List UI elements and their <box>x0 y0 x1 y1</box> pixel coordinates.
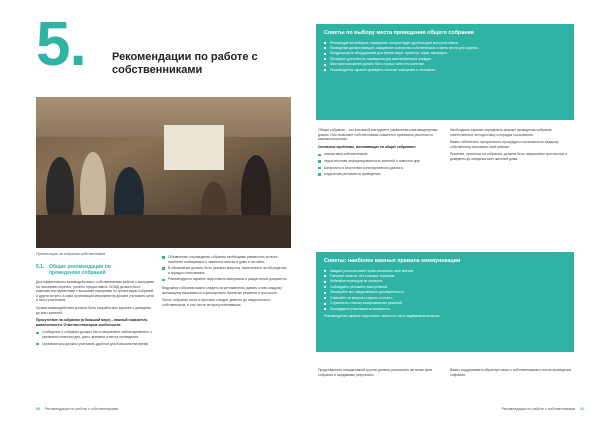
photo-caption: Презентация на собрании собственников <box>36 252 106 256</box>
tip-item: Отвечайте на вопросы открыто и честно. <box>324 296 566 300</box>
page-number: 50 <box>36 407 40 411</box>
paragraph: Для эффективного взаимодействия с собственниками работы с жильцами на основании перечня, ролей и предоставить ОСМД должен быть разными инструментами с высокими позициями по организации собраний и других встреч, а сама организация мероприятия должна учитывать цели и типы участников. <box>36 280 154 303</box>
photo-flipchart <box>164 125 224 170</box>
tips-box-communication <box>316 252 574 352</box>
tips-list <box>316 41 574 73</box>
right-column-1 <box>318 128 442 179</box>
tips-box-venue <box>316 24 574 120</box>
paragraph: После собрания итоги и протокол следует довести до сведения всех собственников, в том числе не присутствовавших. <box>162 298 271 307</box>
tip-item: Каждый участник имеет право высказать своё мнение. <box>324 269 566 273</box>
lead-paragraph: Присутствие на собрании (в большой мере) – важный показатель вовлеченности. Отметим некоторые особенности: <box>36 318 148 327</box>
tip-item: Помещение должно вмещать ожидаемое количество собственников и иметь места для сидения. <box>324 46 566 50</box>
chapter-title: Рекомендации по работе с собственниками <box>112 51 258 76</box>
paragraph: Ведущему собрания важно следить за регламентом, давать слово каждому желающему высказаться и фиксировать принятые решения в протоколе. <box>162 285 282 295</box>
tips-list <box>316 269 574 312</box>
tip-item: Стремитесь к поиску компромиссных решений. <box>324 301 566 305</box>
right-page <box>300 0 600 424</box>
left-column-2 <box>162 255 288 310</box>
left-column-1 <box>36 280 154 348</box>
chapter-number: 5. <box>36 10 86 79</box>
paragraph: Решения, принятые на собрании, должны быть оформлены протоколом и доведены до сведения всех жителей дома. <box>450 152 567 161</box>
right-column-2 <box>450 128 574 165</box>
bullet-item: Организаторы должны учитывать удобное для большинства время. <box>36 342 154 347</box>
right-bottom-left <box>318 368 442 380</box>
tip-item: Рекомендуется выбирать помещение, которое будет удобным для всех участников. <box>324 41 566 45</box>
tip-item: Месторасположение должно быть хорошо известно жителям. <box>324 62 566 66</box>
paragraph: Общее собрание – это ключевой инструмент управления многоквартирным домом. Оно позволяет собственникам совместно принимать решения по важным вопросам. <box>318 128 438 142</box>
tip-item: Проверьте доступность помещения для маломобильных граждан. <box>324 57 566 61</box>
tips-note: Рекомендуется заранее подготовить ответы на часто задаваемые вопросы. <box>324 314 441 319</box>
bullet-item: Сообщение о собрании должно быть направлено заблаговременно, с указанием повестки дня, даты, времени и места проведения. <box>36 330 154 339</box>
left-footer <box>36 407 118 411</box>
right-bottom-right <box>450 368 574 380</box>
bullet-item: В объявлении должны быть указаны вопросы, вынесенные на обсуждение, и порядок голосования. <box>162 266 288 275</box>
bullet-item: Рекомендуется заранее подготовить материалы и раздаточные документы. <box>162 277 288 282</box>
tip-item: Говорите понятно, без сложных терминов. <box>324 274 566 278</box>
bullet-item: низкая явка собственников; <box>318 152 442 157</box>
paragraph: Представители инициативной группы должны разъяснить жителям цели собрания и ожидаемые результаты. <box>318 368 433 377</box>
tip-item: Благодарите участников за активность. <box>324 307 566 311</box>
tip-item: Предусмотрите оборудование для презентации: проектор, экран, микрофон. <box>324 51 566 55</box>
bullet-item: Объявление о проведении собрания необходимо разместить во всех наиболее посещаемых и заметных местах в доме и на сайте. <box>162 255 288 264</box>
paragraph: Необходимо заранее определить формат проведения собрания, ответственных за подготовку и порядок голосования. <box>450 128 553 137</box>
bullet-item: конфликты и отсутствие конструктивного диалога; <box>318 166 442 171</box>
paragraph: Уровни взаимодействия должны быть проработаны заранее и доведены до всех жителей. <box>36 305 151 315</box>
section-title: Общие рекомендации по проведению собраний <box>49 264 111 276</box>
paragraph: Важно поддерживать обратную связь с собственниками и после проведения собрания. <box>450 368 572 377</box>
tips-box-title: Советы: наиболее важные правила коммуникации <box>324 258 461 264</box>
tips-box-title: Советы по выбору места проведения общего собрания <box>324 30 474 36</box>
page-number: 51 <box>580 407 584 411</box>
tip-item: Фиксируйте все предложения и договорённости. <box>324 290 566 294</box>
footer-text: Рекомендации по работе с собственниками <box>501 407 575 411</box>
tip-item: Рекомендуется заранее проверить наличие освещения и отопления. <box>324 68 566 72</box>
lead-paragraph: Основные проблемы, возникающие на общих собраниях: <box>318 144 417 149</box>
right-footer <box>456 407 584 411</box>
footer-text: Рекомендации по работе с собственниками <box>45 407 119 411</box>
section-number: 5.1. <box>36 264 45 270</box>
paragraph: Важно обеспечить прозрачность процедуры и возможность каждому собственнику высказать своё мнение. <box>450 140 559 149</box>
tip-item: Избегайте переходов на личности. <box>324 279 566 283</box>
bullet-item: недостаточная информированность жителей о повестке дня; <box>318 159 442 164</box>
bullet-item: нарушение регламента проведения. <box>318 172 442 177</box>
meeting-photo <box>36 97 291 248</box>
tip-item: Соблюдайте регламент выступлений. <box>324 285 566 289</box>
photo-table <box>36 215 291 248</box>
